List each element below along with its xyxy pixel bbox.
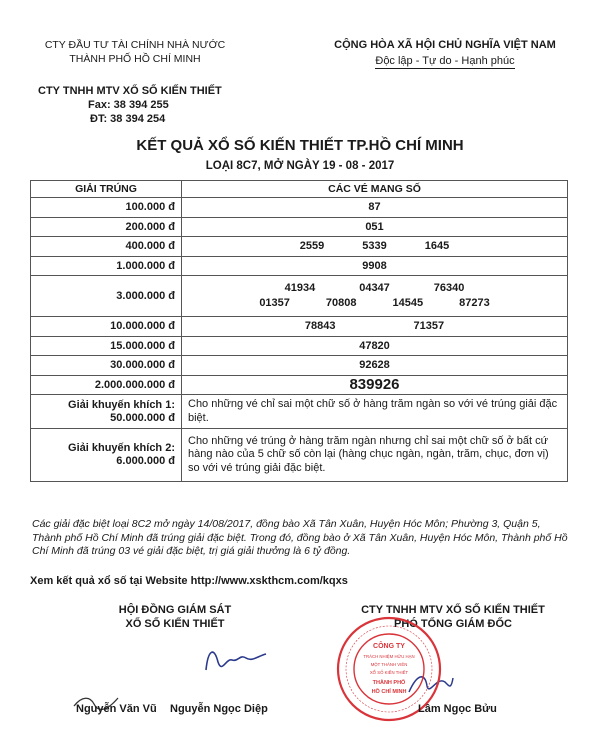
- table-row: [31, 356, 568, 376]
- supervisory-title-1: HỘI ĐỒNG GIÁM SÁT: [118, 604, 232, 616]
- winning-number: 78843: [304, 320, 336, 333]
- footnote: Các giải đặc biệt loại 8C2 mở ngày 14/08/2017, đồng bào Xã Tân Xuân, Huyện Hóc Môn; Phường 3, Quận 5, Thành phố Hồ Chí Minh đã trúng giải đặc biệt. Trong đó, đồng bào ở Xã Tân Xuân, Huyện Hóc Môn, Thành phố Hồ Chí Minh đã trúng 03 vé giải đặc biệt, trị giá giải thưởng là 6 tỷ đồng.: [32, 518, 568, 557]
- table-row: [31, 256, 568, 276]
- national-motto: Độc lập - Tự do - Hạnh phúc: [375, 55, 515, 67]
- issuer-line-2: THÀNH PHỐ HỒ CHÍ MINH: [69, 53, 201, 65]
- table-row: [31, 217, 568, 237]
- winning-number: 2559: [299, 240, 325, 253]
- document-title: KẾT QUẢ XỔ SỐ KIẾN THIẾT TP.HỒ CHÍ MINH: [136, 137, 464, 154]
- consolation-row-2: [31, 429, 568, 482]
- winning-number: 1645: [424, 240, 450, 253]
- winning-number: 14545: [392, 297, 424, 309]
- consolation-description: Cho những vé chỉ sai một chữ số ở hàng trăm ngàn so với vé trúng giải đặc biệt.: [182, 395, 568, 429]
- winning-number: 5339: [362, 240, 387, 253]
- republic-header: [300, 38, 590, 68]
- seal-text-3: MỘT THÀNH VIÊN: [370, 662, 408, 667]
- special-prize-amount: 2.000.000.000 đ: [31, 375, 182, 395]
- special-winning-number: 839926: [182, 375, 568, 395]
- issuer-line-1: CTY ĐẦU TƯ TÀI CHÍNH NHÀ NƯỚC: [44, 39, 226, 51]
- prize-column-header: GIẢI TRÚNG: [31, 181, 182, 198]
- table-header-row: [31, 181, 568, 198]
- seal-text-5: THÀNH PHỐ: [372, 680, 406, 686]
- company-name: CTY TNHH MTV XỔ SỐ KIẾN THIẾT: [38, 85, 222, 97]
- prize-amount: 10.000.000 đ: [31, 317, 182, 337]
- winning-number: 92628: [182, 356, 568, 376]
- seal-text-4: XỔ SỐ KIẾN THIẾT: [369, 670, 409, 675]
- table-row: [31, 276, 568, 317]
- winning-number: 70808: [325, 297, 357, 309]
- signature-mark-2: [200, 640, 270, 680]
- supervisory-board-block: [60, 603, 290, 631]
- draw-info: LOẠI 8C7, MỞ NGÀY 19 - 08 - 2017: [205, 160, 395, 172]
- table-row: [31, 336, 568, 356]
- winning-number: 87: [182, 198, 568, 218]
- consolation-row-1: [31, 395, 568, 429]
- website-notice: Xem kết quả xổ số tại Website http://www.xskthcm.com/kqxs: [30, 575, 348, 587]
- winning-number: 47820: [182, 336, 568, 356]
- signer-name-2: Nguyễn Ngọc Diệp: [170, 703, 268, 715]
- winning-number: 76340: [433, 282, 465, 294]
- winning-number: 41934: [284, 282, 316, 294]
- company-contact: [88, 98, 169, 126]
- table-row: [31, 198, 568, 218]
- prize-amount: 30.000.000 đ: [31, 356, 182, 376]
- consolation-amount: 6.000.000 đ: [116, 455, 175, 467]
- results-table: [30, 180, 568, 482]
- table-row: [31, 317, 568, 337]
- prize-amount: 200.000 đ: [31, 217, 182, 237]
- winning-number: 71357: [413, 320, 445, 333]
- seal-text-6: HỒ CHÍ MINH: [371, 689, 407, 695]
- supervisory-title-2: XỔ SỐ KIẾN THIẾT: [125, 618, 225, 630]
- seal-text-2: TRÁCH NHIỆM HỮU HẠN: [363, 654, 415, 659]
- consolation-label: Giải khuyến khích 1:: [68, 398, 175, 411]
- table-row: [31, 237, 568, 257]
- republic-name: CỘNG HÒA XÃ HỘI CHỦ NGHĨA VIỆT NAM: [334, 39, 556, 51]
- prize-amount: 15.000.000 đ: [31, 336, 182, 356]
- signer-position: PHÓ TỔNG GIÁM ĐỐC: [394, 618, 512, 630]
- winning-number: 04347: [359, 282, 390, 294]
- prize-amount: 1.000.000 đ: [31, 256, 182, 276]
- signer-name-1: Nguyễn Văn Vũ: [76, 703, 157, 715]
- phone-number: ĐT: 38 394 254: [90, 113, 166, 125]
- winning-number: 051: [182, 217, 568, 237]
- numbers-column-header: CÁC VÉ MANG SỐ: [182, 181, 568, 198]
- winning-number: 01357: [259, 297, 290, 309]
- consolation-description: Cho những vé trúng ở hàng trăm ngàn nhưng chỉ sai một chữ số ở bất cứ hàng nào của 5 chữ số còn lại (hàng chục ngàn, ngàn, trăm, chục, đơn vị) so với vé trúng giải đặc biệt.: [182, 429, 568, 482]
- consolation-label: Giải khuyến khích 2:: [68, 442, 175, 454]
- table-row-special-prize: [31, 375, 568, 395]
- fax-number: Fax: 38 394 255: [88, 99, 169, 111]
- signer-name-3: Lâm Ngọc Bửu: [418, 703, 497, 715]
- winning-number: 87273: [459, 297, 490, 309]
- signer-company: CTY TNHH MTV XỔ SỐ KIẾN THIẾT: [361, 604, 545, 616]
- issuer-header: [0, 38, 270, 66]
- consolation-amount: 50.000.000 đ: [110, 411, 175, 424]
- seal-text-1: CÔNG TY: [373, 643, 405, 650]
- prize-amount: 100.000 đ: [31, 198, 182, 218]
- winning-number: 9908: [182, 256, 568, 276]
- prize-amount: 3.000.000 đ: [31, 276, 182, 317]
- prize-amount: 400.000 đ: [31, 237, 182, 257]
